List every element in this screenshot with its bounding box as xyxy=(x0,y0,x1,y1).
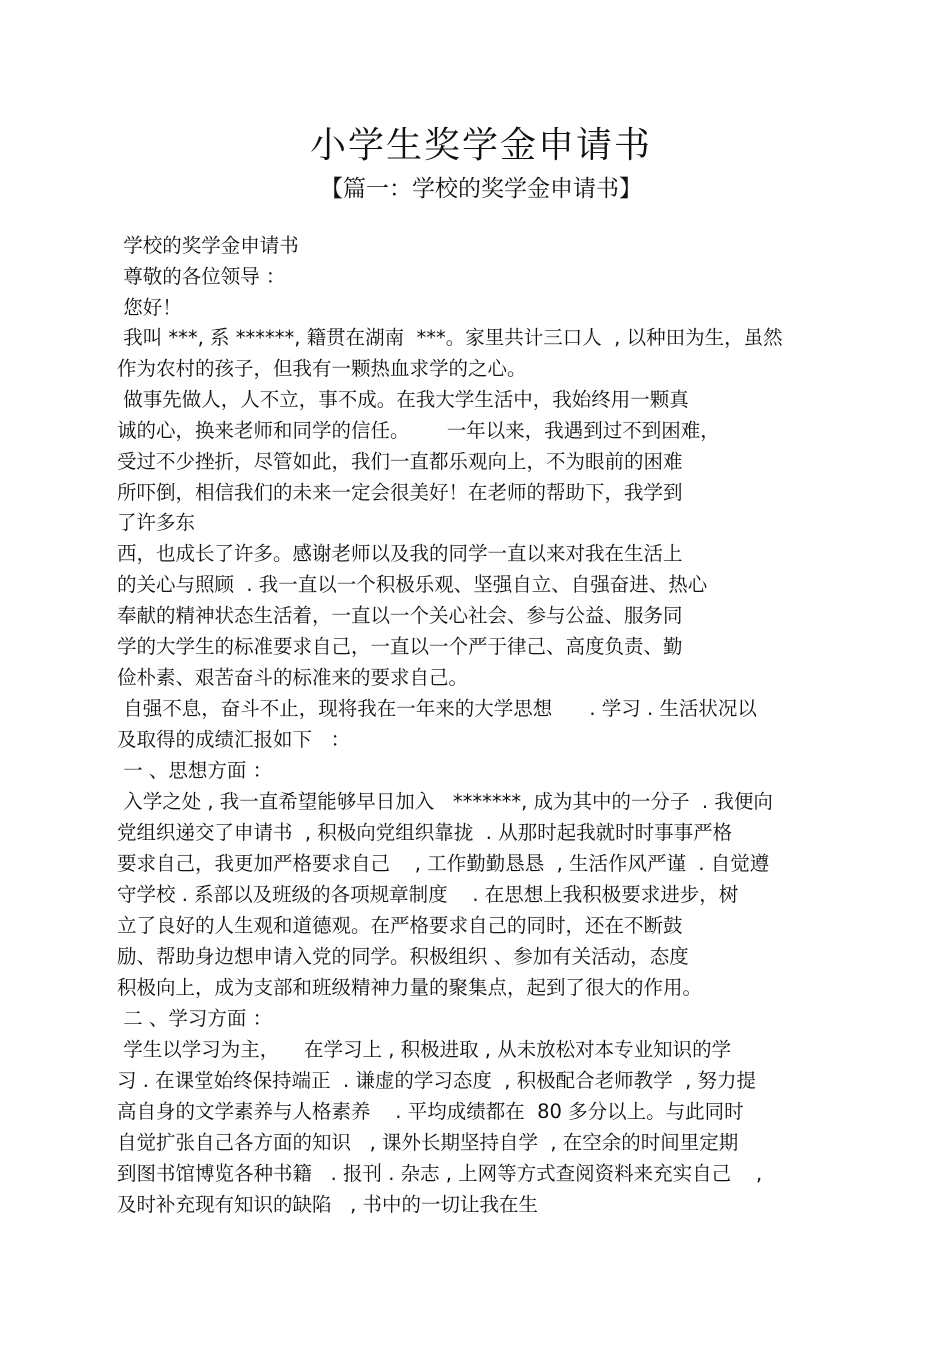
text-line: 自觉扩张自己各方面的知识 , 课外长期坚持自学 , 在空余的时间里定期 xyxy=(117,1131,739,1154)
text-line: 学的大学生的标准要求自己，一直以一个严于律己、高度负责、勤 xyxy=(117,635,683,658)
text-line: 自强不息，奋斗不止，现将我在一年来的大学思想 . 学习 . 生活状况以 xyxy=(117,697,757,720)
text-line: 及时补充现有知识的缺陷 , 书中的一切让我在生 xyxy=(117,1193,538,1216)
text-line: 我叫 ***, 系 ******, 籍贯在湖南 ***。家里共计三口人 , 以种田为生，虽然 xyxy=(117,326,783,349)
text-line: 学生以学习为主， 在学习上 , 积极进取 , 从未放松对本专业知识的学 xyxy=(117,1038,732,1061)
text-line: 您好！ xyxy=(117,296,182,319)
text-line: 要求自己，我更加严格要求自己 , 工作勤勤恳恳 , 生活作风严谨 . 自觉遵 xyxy=(117,852,770,875)
text-line: 及取得的成绩汇报如下 ： xyxy=(117,728,351,751)
text-line: 俭朴素、艰苦奋斗的标准来的要求自己。 xyxy=(117,666,469,689)
text-line: 守学校 . 系部以及班级的各项规章制度 . 在思想上我积极要求进步，树 xyxy=(117,883,739,906)
text-line: 受过不少挫折，尽管如此，我们一直都乐观向上，不为眼前的困难 xyxy=(117,450,683,473)
text-line: 诚的心，换来老师和同学的信任。 一年以来，我遇到过不到困难， xyxy=(117,419,720,442)
text-line: 立了良好的人生观和道德观。在严格要求自己的同时，还在不断鼓 xyxy=(117,914,683,937)
text-line: 奉献的精神状态生活着，一直以一个关心社会、参与公益、服务同 xyxy=(117,604,683,627)
text-line: 了许多东 xyxy=(117,511,196,534)
text-line: 励、帮助身边想申请入党的同学。积极组织 、参加有关活动，态度 xyxy=(117,945,689,968)
text-line: 尊敬的各位领导 ： xyxy=(117,265,286,288)
text-line: 所吓倒，相信我们的未来一定会很美好！在老师的帮助下，我学到 xyxy=(117,481,683,504)
text-line: 高自身的文学素养与人格素养 . 平均成绩都在 80 多分以上。与此同时 xyxy=(117,1100,744,1123)
document-title: 小学生奖学金申请书 xyxy=(309,125,652,166)
text-line: 西，也成长了许多。感谢老师以及我的同学一直以来对我在生活上 xyxy=(117,542,683,565)
text-line: 到图书馆博览各种书籍 . 报刊 . 杂志 , 上网等方式查阅资料来充实自己 , xyxy=(117,1162,763,1185)
section-heading: 二 、学习方面 ： xyxy=(117,1007,273,1030)
text-line: 做事先做人，人不立，事不成。在我大学生活中，我始终用一颗真 xyxy=(117,388,689,411)
section-heading: 一 、思想方面 ： xyxy=(117,759,273,782)
text-line: 党组织递交了申请书 , 积极向党组织靠拢 . 从那时起我就时时事事严格 xyxy=(117,821,733,844)
text-line: 习 . 在课堂始终保持端正 . 谦虚的学习态度 , 积极配合老师教学 , 努力提 xyxy=(117,1069,756,1092)
text-line: 作为农村的孩子，但我有一颗热血求学的之心。 xyxy=(117,357,527,380)
text-line: 学校的奖学金申请书 xyxy=(117,234,299,257)
text-line: 的关心与照顾 . 我一直以一个积极乐观、坚强自立、自强奋进、热心 xyxy=(117,573,708,596)
text-line: 积极向上，成为支部和班级精神力量的聚集点，起到了很大的作用。 xyxy=(117,976,703,999)
text-line: 入学之处 , 我一直希望能够早日加入 *******, 成为其中的一分子 . 我便向 xyxy=(117,790,773,813)
document-subtitle: 【篇一：学校的奖学金申请书】 xyxy=(320,176,642,202)
